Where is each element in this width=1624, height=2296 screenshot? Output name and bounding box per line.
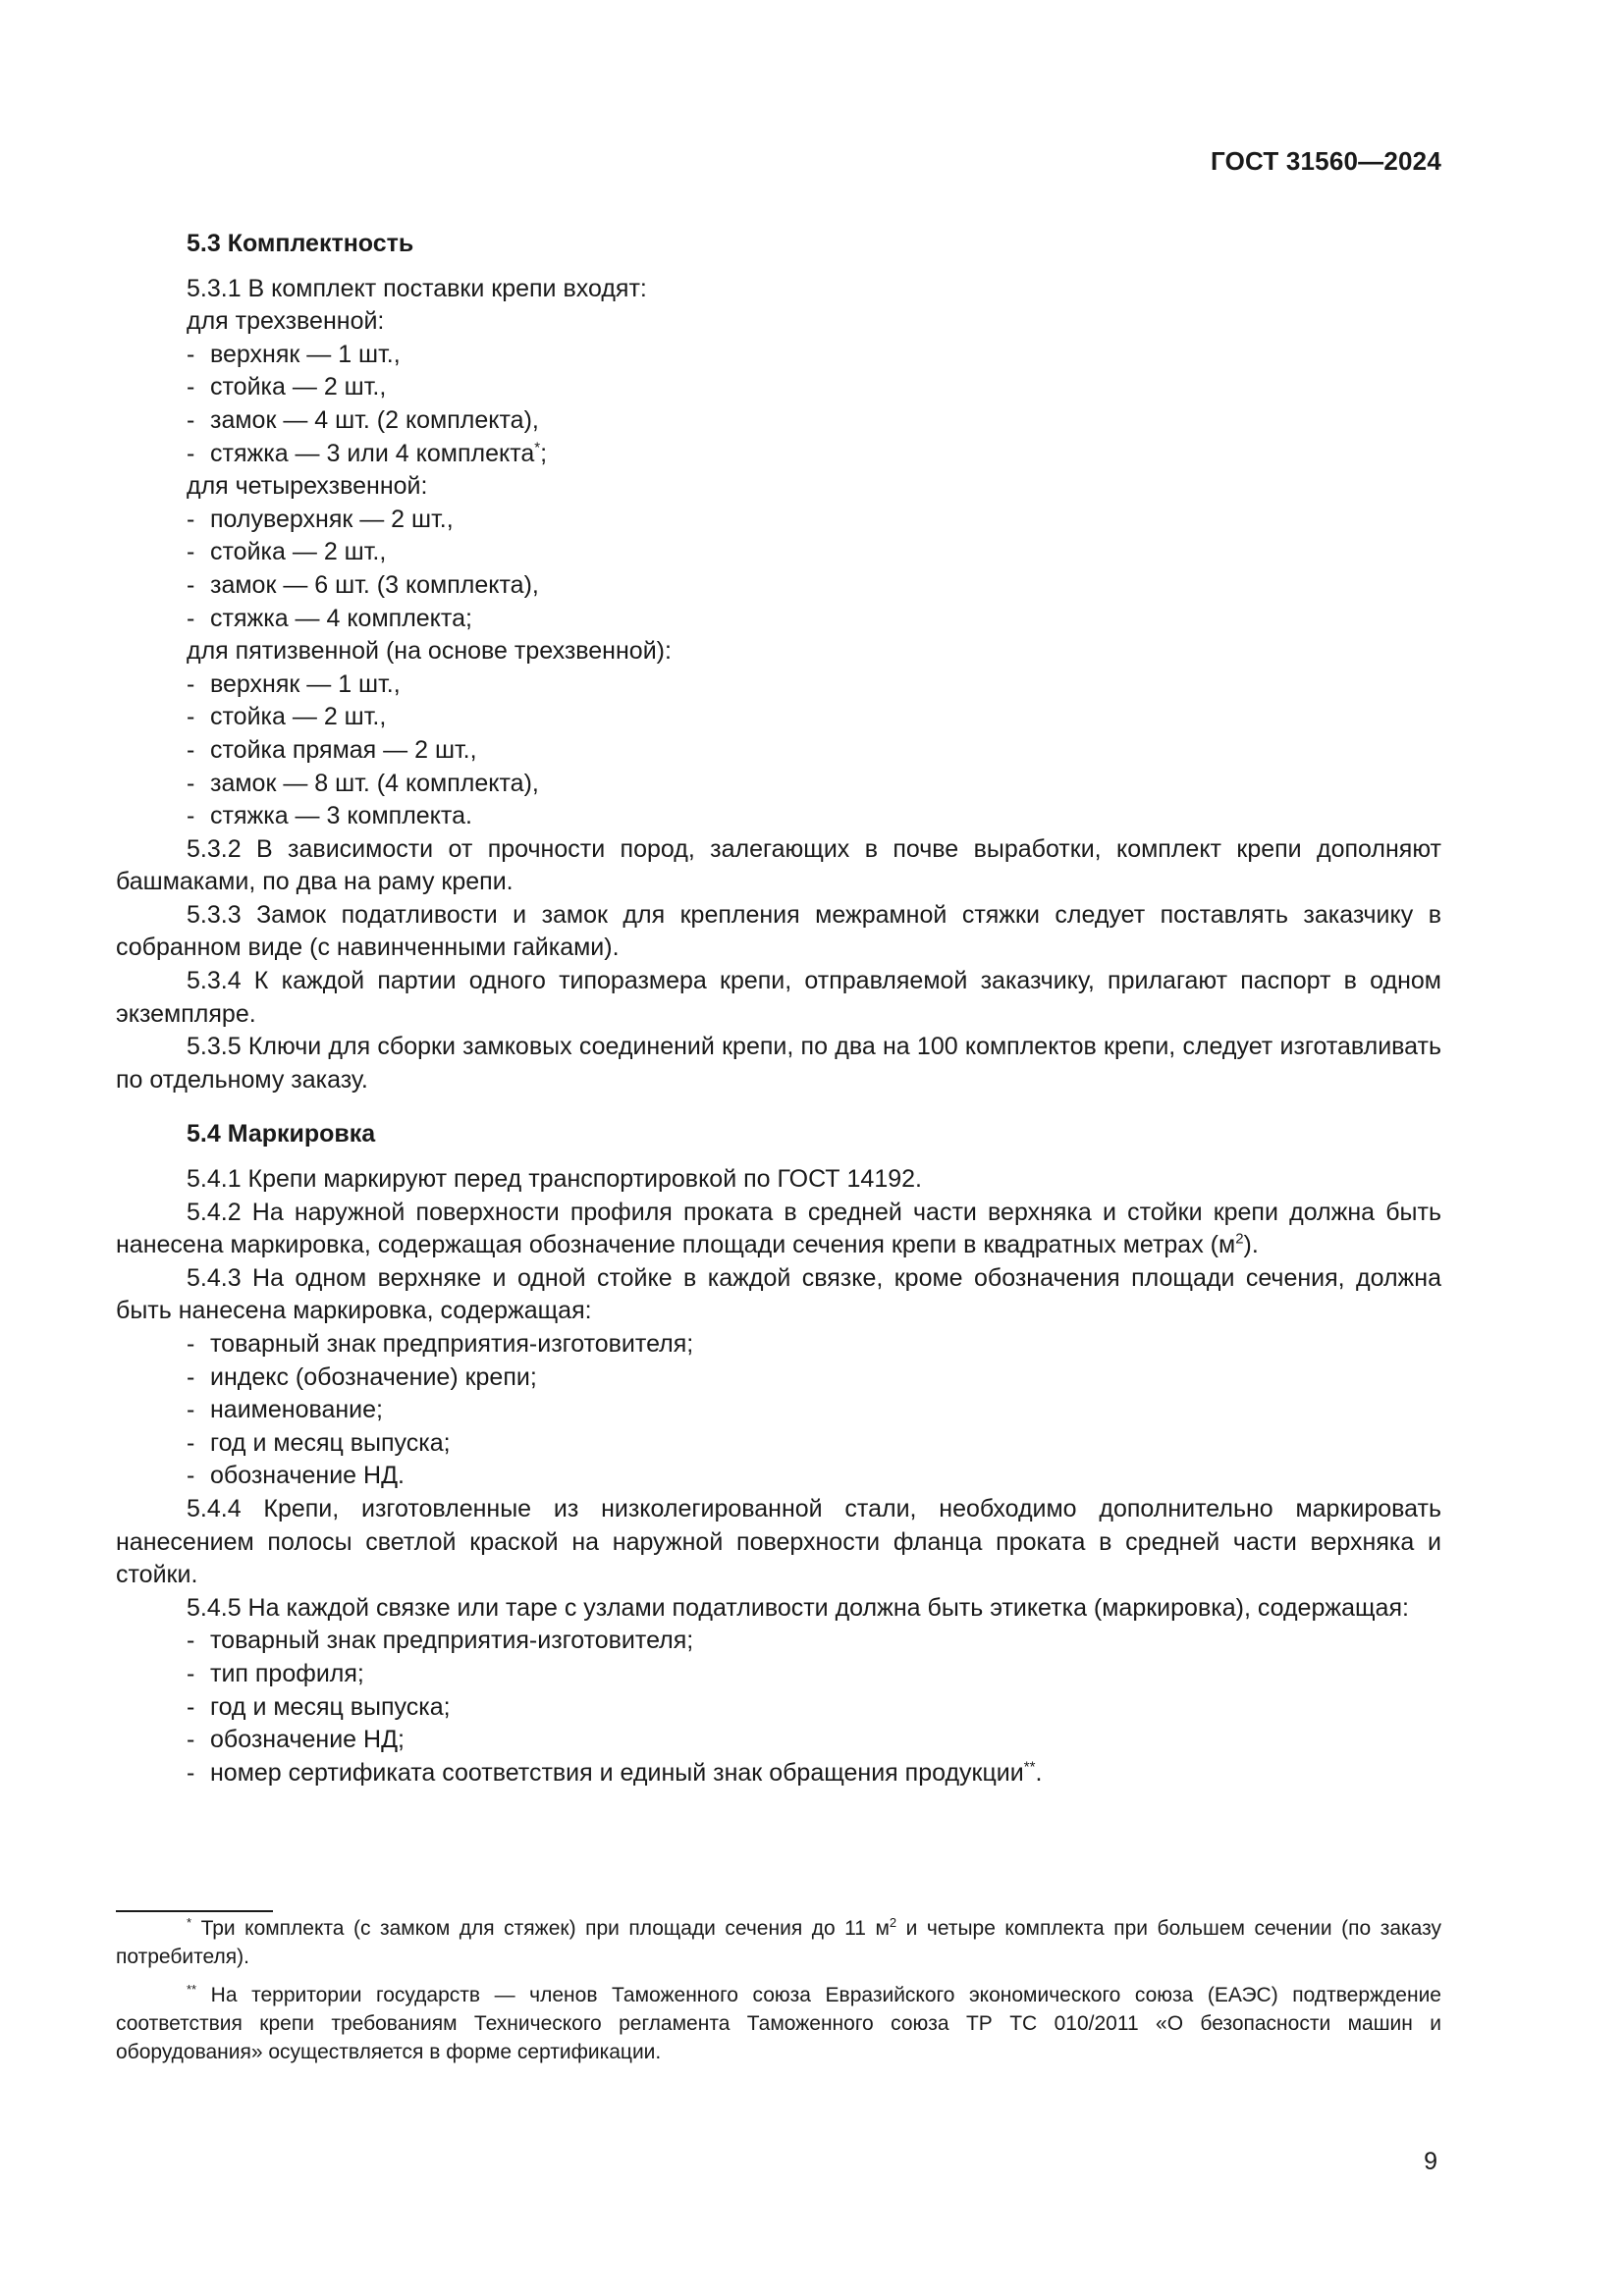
list-item: - товарный знак предприятия-изготовителя; [187,1330,694,1358]
footnote-ref: ** [1023,1758,1036,1776]
list-item: - полуверхняк — 2 шт., [187,505,454,533]
list-item: - обозначение НД; [187,1726,405,1754]
footnotes [116,1914,1441,2076]
list-item: - стяжка — 4 комплекта; [187,604,472,632]
list-four-link [116,504,1441,635]
list-item: - стойка — 2 шт., [187,703,387,731]
list-item: - верхняк — 1 шт., [187,669,401,698]
list-item: - обозначение НД. [187,1462,405,1490]
footnote-divider [116,1910,273,1912]
paragraph-5-4-3: 5.4.3 На одном верхняке и одной стойке в каждой связке, кроме обозначения площади сечения, должна быть нанесена маркировка, содержащая: [116,1263,1441,1325]
paragraph-5-4-1: 5.4.1 Крепи маркируют перед транспортировкой по ГОСТ 14192. [187,1165,922,1194]
list-item: - стойка — 2 шт., [187,538,387,566]
document-body [116,228,1441,1789]
list-item: - номер сертификата соответствия и единый знак обращения продукции**. [187,1758,1043,1787]
list-item: - наименование; [187,1396,384,1424]
list-item: - стойка — 2 шт., [187,373,387,401]
footnote-ref: * [534,439,541,456]
paragraph-5-3-3: 5.3.3 Замок податливости и замок для крепления межрамной стяжки следует поставлять заказчику в собранном виде (с навинченными гайками). [116,900,1441,962]
list-item: - год и месяц выпуска; [187,1428,451,1457]
section-heading-5-4: 5.4 Маркировка [187,1120,376,1148]
paragraph-5-3-2: 5.3.2 В зависимости от прочности пород, залегающих в почве выработки, комплект крепи дополняют башмаками, по два на раму крепи. [116,834,1441,896]
footnote-1: * Три комплекта (с замком для стяжек) при площади сечения до 11 $м^2$ и четыре комплекта при большем сечении (по заказу потребителя). [116,1915,1441,1968]
paragraph-5-4-2: 5.4.2 На наружной поверхности профиля проката в средней части верхняка и стойки крепи должна быть нанесена маркировка, содержащая обозначение площади сечения крепи в квадратных метрах $(м^2)$. [116,1198,1441,1259]
group-title-three-link: для трехзвенной: [187,307,385,336]
paragraph-5-3-4: 5.3.4 К каждой партии одного типоразмера крепи, отправляемой заказчику, прилагают паспорт в одном экземпляре. [116,967,1441,1028]
paragraph-5-4-4: 5.4.4 Крепи, изготовленные из низколегированной стали, необходимо дополнительно маркировать нанесением полосы светлой краской на наружной поверхности фланца проката в средней части верхняка и стойки. [116,1494,1441,1589]
list-three-link [116,339,1441,470]
list-5-4-5 [116,1625,1441,1789]
document-id: ГОСТ 31560—2024 [1211,146,1441,176]
list-item: - индекс (обозначение) крепи; [187,1362,537,1391]
list-item: - тип профиля; [187,1659,364,1687]
list-five-link [116,668,1441,833]
list-item: - товарный знак предприятия-изготовителя; [187,1627,694,1655]
list-5-4-3 [116,1328,1441,1493]
group-title-four-link: для четырехзвенной: [187,472,428,501]
paragraph-5-3-5: 5.3.5 Ключи для сборки замковых соединений крепи, по два на 100 комплектов крепи, следует изготавливать по отдельному заказу. [116,1033,1441,1094]
page-number: 9 [1424,2148,1437,2175]
list-item: - стяжка — 3 комплекта. [187,802,472,830]
list-item: - замок — 4 шт. (2 комплекта), [187,405,539,434]
list-item: - замок — 8 шт. (4 комплекта), [187,769,539,797]
list-item: - замок — 6 шт. (3 комплекта), [187,570,539,599]
list-item: - верхняк — 1 шт., [187,340,401,368]
list-item: - стяжка — 3 или 4 комплекта*; [187,439,548,467]
footnote-2: ** На территории государств — членов Таможенного союза Евразийского экономического союза (ЕАЭС) подтверждение соответствия крепи требованиям Технического регламента Таможенного союза ТР ТС 010/2011 «О безопасности машин и оборудования» осуществляется в форме сертификации. [116,1982,1441,2063]
group-title-five-link: для пятизвенной (на основе трехзвенной): [187,637,672,666]
list-item: - год и месяц выпуска; [187,1692,451,1721]
list-item: - стойка прямая — 2 шт., [187,735,477,764]
paragraph-5-3-1: 5.3.1 В комплект поставки крепи входят: [187,274,647,302]
paragraph-5-4-5: 5.4.5 На каждой связке или таре с узлами податливости должна быть этикетка (маркировка), содержащая: [187,1593,1409,1622]
section-heading-5-3: 5.3 Комплектность [187,230,414,257]
